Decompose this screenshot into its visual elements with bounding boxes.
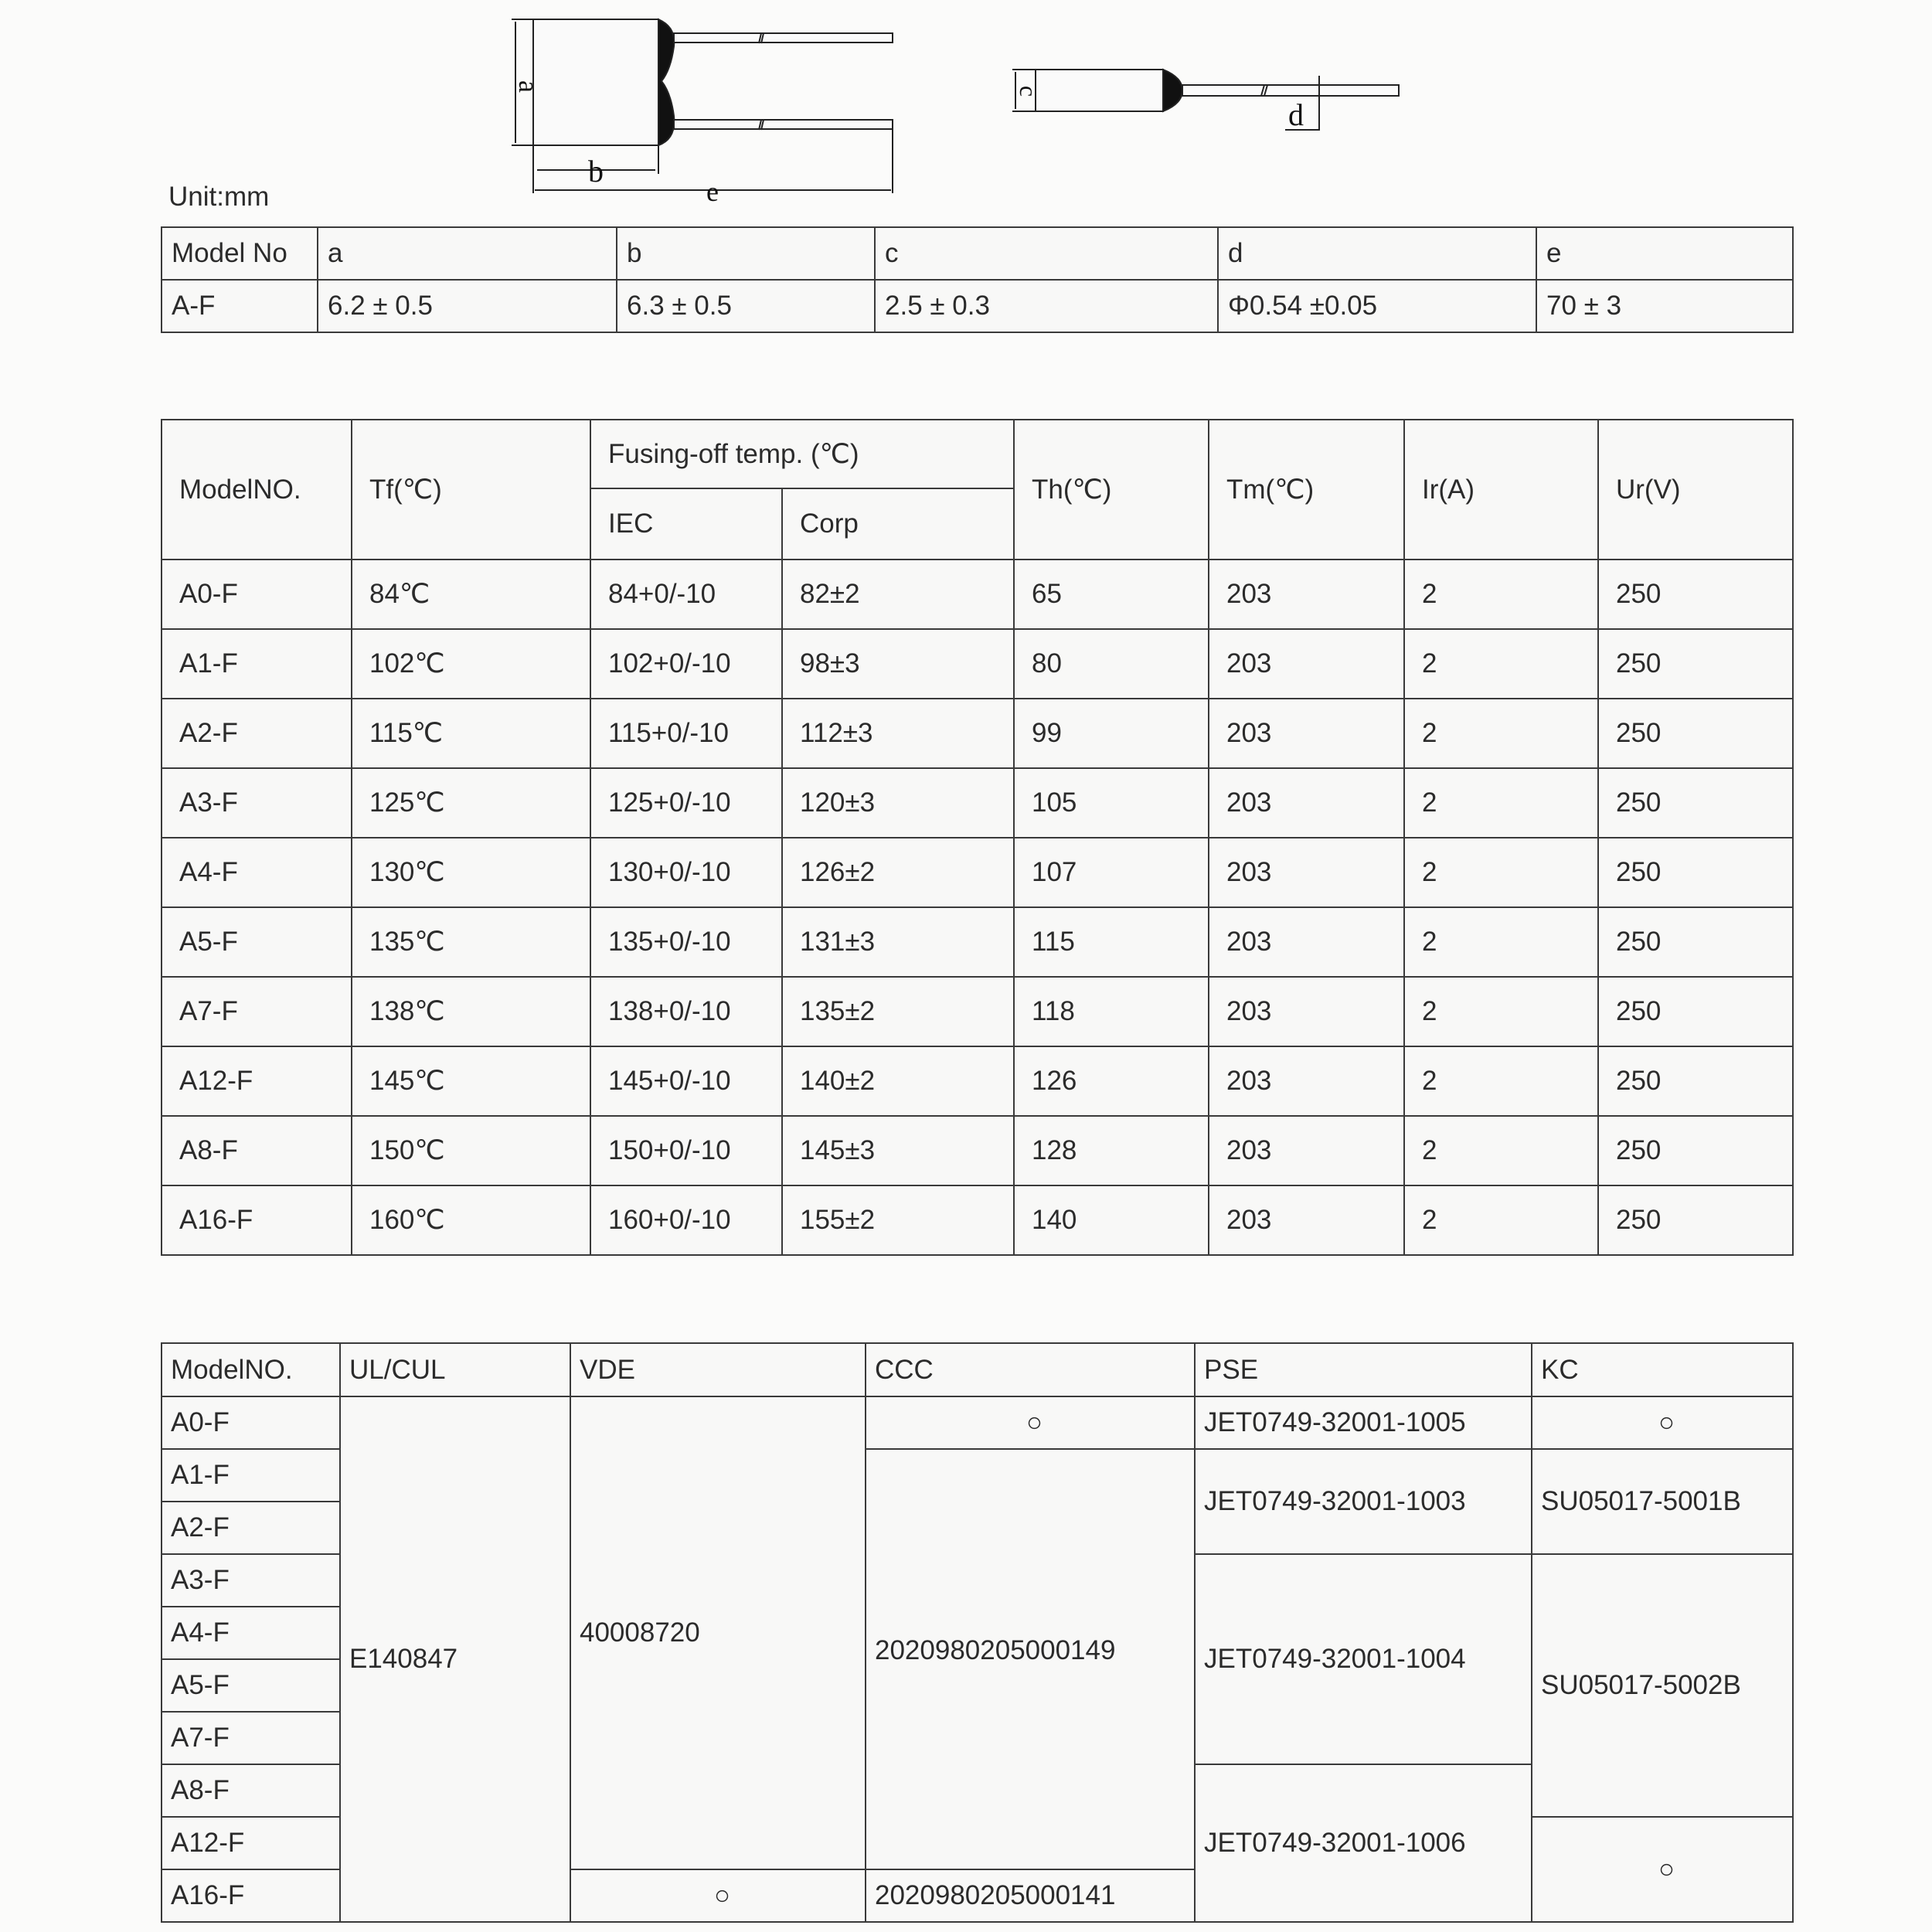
cell-th: 118: [1014, 977, 1209, 1046]
dim-label-c: c: [1015, 85, 1043, 97]
cell-ur: 250: [1598, 1185, 1793, 1255]
ccc-a0-value: ○: [866, 1396, 1195, 1449]
ratings-row: [162, 768, 1793, 838]
cell-ur: 250: [1598, 907, 1793, 977]
cell-ir: 2: [1404, 768, 1598, 838]
header-th: Th(℃): [1014, 420, 1209, 560]
ratings-header-row-1: [162, 420, 1793, 488]
cell-ir: 2: [1404, 1116, 1598, 1185]
header-c: c: [875, 227, 1218, 280]
dimensions-row: [162, 280, 1793, 332]
cell-tf: 138℃: [352, 977, 590, 1046]
cell-model: A5-F: [162, 907, 352, 977]
cell-ir: 2: [1404, 560, 1598, 629]
cell-tf: 125℃: [352, 768, 590, 838]
header-ir: Ir(A): [1404, 420, 1598, 560]
ratings-row: [162, 977, 1793, 1046]
cell-b: 6.3 ± 0.5: [617, 280, 875, 332]
cell-tm: 203: [1209, 1046, 1404, 1116]
cell-th: 126: [1014, 1046, 1209, 1116]
header-a: a: [318, 227, 617, 280]
model-cell: A0-F: [162, 1396, 340, 1449]
cell-e: 70 ± 3: [1536, 280, 1793, 332]
cell-tm: 203: [1209, 768, 1404, 838]
cell-ir: 2: [1404, 977, 1598, 1046]
ratings-row: [162, 1185, 1793, 1255]
cell-model: A12-F: [162, 1046, 352, 1116]
cell-corp: 98±3: [782, 629, 1014, 699]
header-ul-cul: UL/CUL: [340, 1343, 570, 1396]
cell-iec: 130+0/-10: [590, 838, 782, 907]
cell-th: 105: [1014, 768, 1209, 838]
cell-ur: 250: [1598, 1046, 1793, 1116]
cell-model: A16-F: [162, 1185, 352, 1255]
model-cell: A12-F: [162, 1817, 340, 1869]
cell-tm: 203: [1209, 699, 1404, 768]
cell-tm: 203: [1209, 560, 1404, 629]
header-vde: VDE: [570, 1343, 866, 1396]
vde-value: 40008720: [570, 1396, 866, 1869]
header-b: b: [617, 227, 875, 280]
kc-a12-a16-value: ○: [1532, 1817, 1793, 1922]
cell-th: 65: [1014, 560, 1209, 629]
cell-model: A0-F: [162, 560, 352, 629]
cell-th: 115: [1014, 907, 1209, 977]
header-fusing-off-temp: Fusing-off temp. (℃): [590, 420, 1014, 488]
ratings-body: [162, 560, 1793, 1255]
cell-ur: 250: [1598, 629, 1793, 699]
pse-a0-value: JET0749-32001-1005: [1195, 1396, 1532, 1449]
cell-tf: 135℃: [352, 907, 590, 977]
cell-ir: 2: [1404, 838, 1598, 907]
cell-tm: 203: [1209, 629, 1404, 699]
dim-label-a: a: [513, 80, 544, 93]
cell-model: A8-F: [162, 1116, 352, 1185]
kc-a3-a8-value: SU05017-5002B: [1532, 1554, 1793, 1817]
header-tf: Tf(℃): [352, 420, 590, 560]
cell-tm: 203: [1209, 977, 1404, 1046]
cell-ir: 2: [1404, 1185, 1598, 1255]
cell-corp: 120±3: [782, 768, 1014, 838]
header-d: d: [1218, 227, 1536, 280]
ccc-main-value: 2020980205000149: [866, 1449, 1195, 1869]
cell-a: 6.2 ± 0.5: [318, 280, 617, 332]
cell-th: 140: [1014, 1185, 1209, 1255]
cell-iec: 135+0/-10: [590, 907, 782, 977]
vde-a16-value: ○: [570, 1869, 866, 1922]
cell-corp: 131±3: [782, 907, 1014, 977]
header-ur: Ur(V): [1598, 420, 1793, 560]
cell-ir: 2: [1404, 629, 1598, 699]
dimensions-table: [161, 226, 1794, 333]
cell-model: A3-F: [162, 768, 352, 838]
pse-a8-a16-value: JET0749-32001-1006: [1195, 1764, 1532, 1922]
cell-ur: 250: [1598, 977, 1793, 1046]
cell-model: A-F: [162, 280, 318, 332]
cell-ir: 2: [1404, 699, 1598, 768]
cell-tf: 145℃: [352, 1046, 590, 1116]
dim-label-e: e: [706, 176, 719, 207]
header-model: ModelNO.: [162, 1343, 340, 1396]
cell-ir: 2: [1404, 907, 1598, 977]
cell-tf: 150℃: [352, 1116, 590, 1185]
axial-fuse-drawing: [1012, 70, 1399, 130]
component-drawing: [0, 0, 1932, 216]
header-model: ModelNO.: [162, 420, 352, 560]
cell-corp: 145±3: [782, 1116, 1014, 1185]
kc-a1-a2-value: SU05017-5001B: [1532, 1449, 1793, 1554]
cell-corp: 126±2: [782, 838, 1014, 907]
dim-label-b: b: [588, 154, 604, 189]
model-cell: A1-F: [162, 1449, 340, 1502]
ratings-row: [162, 560, 1793, 629]
cell-iec: 84+0/-10: [590, 560, 782, 629]
cell-model: A1-F: [162, 629, 352, 699]
dimensions-header-row: [162, 227, 1793, 280]
cell-ur: 250: [1598, 560, 1793, 629]
cell-th: 107: [1014, 838, 1209, 907]
cell-ir: 2: [1404, 1046, 1598, 1116]
ratings-row: [162, 838, 1793, 907]
ratings-row: [162, 629, 1793, 699]
header-kc: KC: [1532, 1343, 1793, 1396]
cell-model: A7-F: [162, 977, 352, 1046]
cell-model: A2-F: [162, 699, 352, 768]
pse-a3-a7-value: JET0749-32001-1004: [1195, 1554, 1532, 1764]
cell-corp: 82±2: [782, 560, 1014, 629]
radial-fuse-drawing: [512, 19, 893, 193]
cell-corp: 155±2: [782, 1185, 1014, 1255]
cell-th: 99: [1014, 699, 1209, 768]
cell-corp: 112±3: [782, 699, 1014, 768]
ratings-table: [161, 419, 1794, 1256]
model-cell: A8-F: [162, 1764, 340, 1817]
cell-ur: 250: [1598, 768, 1793, 838]
cell-model: A4-F: [162, 838, 352, 907]
cell-ur: 250: [1598, 838, 1793, 907]
header-iec: IEC: [590, 488, 782, 560]
unit-label: Unit:mm: [168, 182, 270, 212]
header-model-no: Model No: [162, 227, 318, 280]
cell-iec: 145+0/-10: [590, 1046, 782, 1116]
cell-corp: 135±2: [782, 977, 1014, 1046]
cell-iec: 150+0/-10: [590, 1116, 782, 1185]
certifications-table: [161, 1342, 1794, 1923]
model-cell: A5-F: [162, 1659, 340, 1712]
cert-row: [162, 1396, 1793, 1449]
cell-d: Φ0.54 ±0.05: [1218, 280, 1536, 332]
model-cell: A2-F: [162, 1502, 340, 1554]
pse-a1-a2-value: JET0749-32001-1003: [1195, 1449, 1532, 1554]
cell-iec: 160+0/-10: [590, 1185, 782, 1255]
cell-tf: 115℃: [352, 699, 590, 768]
kc-a0-value: ○: [1532, 1396, 1793, 1449]
cell-iec: 138+0/-10: [590, 977, 782, 1046]
cell-tf: 130℃: [352, 838, 590, 907]
cell-tf: 84℃: [352, 560, 590, 629]
header-pse: PSE: [1195, 1343, 1532, 1396]
cell-th: 80: [1014, 629, 1209, 699]
cell-tf: 102℃: [352, 629, 590, 699]
model-cell: A16-F: [162, 1869, 340, 1922]
model-cell: A3-F: [162, 1554, 340, 1607]
cell-ur: 250: [1598, 699, 1793, 768]
cell-iec: 125+0/-10: [590, 768, 782, 838]
cell-iec: 102+0/-10: [590, 629, 782, 699]
model-cell: A7-F: [162, 1712, 340, 1764]
cell-ur: 250: [1598, 1116, 1793, 1185]
cell-tm: 203: [1209, 1116, 1404, 1185]
cell-tf: 160℃: [352, 1185, 590, 1255]
ccc-a16-value: 2020980205000141: [866, 1869, 1195, 1922]
model-cell: A4-F: [162, 1607, 340, 1659]
header-e: e: [1536, 227, 1793, 280]
cell-tm: 203: [1209, 907, 1404, 977]
cell-th: 128: [1014, 1116, 1209, 1185]
ratings-row: [162, 699, 1793, 768]
ratings-row: [162, 907, 1793, 977]
cell-tm: 203: [1209, 838, 1404, 907]
ratings-row: [162, 1116, 1793, 1185]
header-ccc: CCC: [866, 1343, 1195, 1396]
header-corp: Corp: [782, 488, 1014, 560]
cert-header-row: [162, 1343, 1793, 1396]
ratings-row: [162, 1046, 1793, 1116]
cell-tm: 203: [1209, 1185, 1404, 1255]
cell-corp: 140±2: [782, 1046, 1014, 1116]
dim-label-d: d: [1288, 97, 1304, 132]
header-tm: Tm(℃): [1209, 420, 1404, 560]
cell-c: 2.5 ± 0.3: [875, 280, 1218, 332]
cell-iec: 115+0/-10: [590, 699, 782, 768]
ul-cul-value: E140847: [340, 1396, 570, 1922]
